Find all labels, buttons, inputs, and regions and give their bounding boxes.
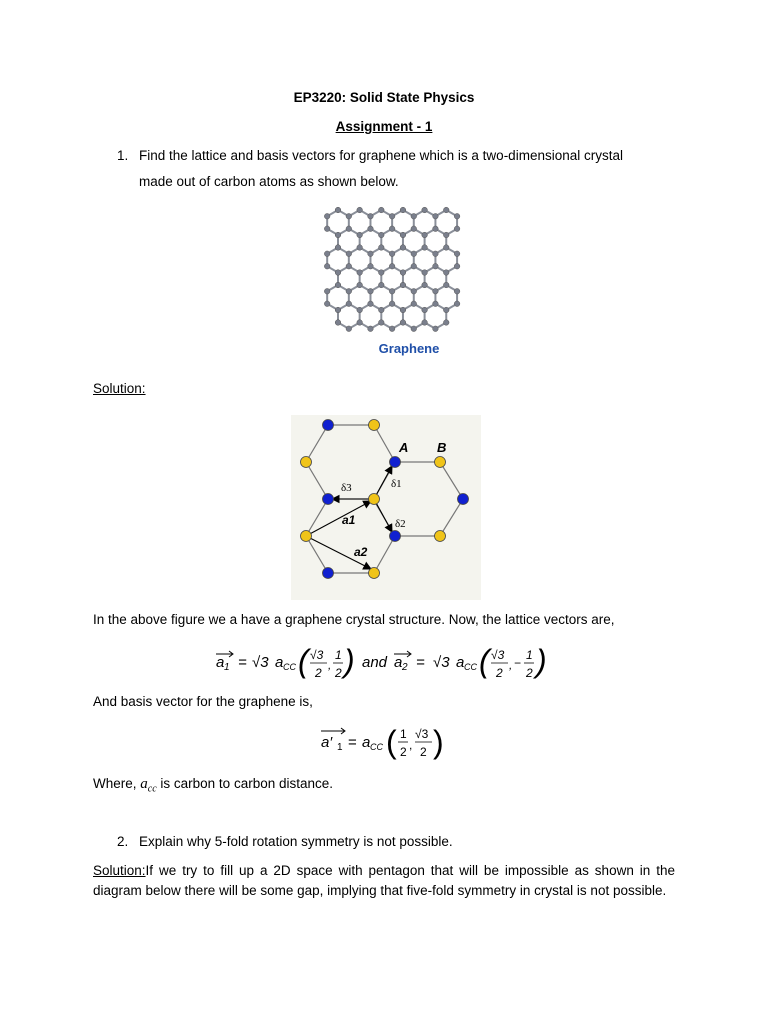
solution2-text: If we try to fill up a 2D space with pentagon that will be impossible as shown in the diagram below there will be some gap, implying that five-fold symmetry in crystal is not possible.	[93, 863, 675, 898]
carbon-atom	[443, 270, 449, 276]
carbon-atom	[324, 263, 330, 269]
site-b-atom	[435, 531, 446, 542]
carbon-atom	[324, 213, 330, 219]
carbon-atom	[400, 282, 406, 288]
assignment-title: Assignment - 1	[335, 119, 433, 134]
label-delta2: δ2	[395, 518, 406, 530]
svg-text:√3: √3	[433, 654, 450, 671]
lattice-intro-text: In the above figure we a have a graphene crystal structure. Now, the lattice vectors are,	[93, 612, 615, 627]
site-b-atom	[435, 457, 446, 468]
carbon-atom	[422, 282, 428, 288]
label-a2: a2	[354, 545, 368, 559]
carbon-atom	[443, 245, 449, 251]
carbon-atom	[422, 232, 428, 238]
graphene-caption: Graphene	[378, 341, 440, 356]
carbon-atom	[324, 301, 330, 307]
carbon-atom	[346, 213, 352, 219]
carbon-atom	[454, 226, 460, 232]
svg-text:CC: CC	[464, 662, 477, 672]
lattice-vectors-math	[214, 643, 559, 687]
carbon-atom	[368, 301, 374, 307]
svg-text:2: 2	[335, 666, 342, 680]
carbon-atom	[454, 288, 460, 294]
lattice-diagram	[291, 415, 481, 600]
carbon-atom	[357, 245, 363, 251]
site-a-atom	[390, 457, 401, 468]
svg-text:√3: √3	[310, 648, 324, 662]
q2-number: 2.	[117, 834, 129, 849]
label-b: B	[437, 440, 447, 455]
graphene-lattice	[324, 207, 460, 331]
solution1-label: Solution:	[93, 381, 146, 396]
course-title: EP3220: Solid State Physics	[293, 90, 475, 105]
site-a-atom	[390, 531, 401, 542]
site-b-atom	[369, 568, 380, 579]
carbon-atom	[389, 226, 395, 232]
carbon-atom	[368, 226, 374, 232]
svg-text:1: 1	[337, 742, 343, 753]
carbon-atom	[422, 207, 428, 213]
carbon-atom	[357, 270, 363, 276]
carbon-atom	[411, 251, 417, 257]
site-b-atom	[369, 420, 380, 431]
paren: )	[344, 643, 355, 679]
carbon-atom	[379, 307, 385, 313]
svg-text:,: ,	[509, 658, 513, 672]
carbon-atom	[411, 301, 417, 307]
svg-text:=: =	[348, 734, 357, 751]
carbon-atom	[411, 288, 417, 294]
svg-text:a′: a′	[321, 734, 333, 751]
carbon-atom	[411, 326, 417, 332]
carbon-atom	[389, 301, 395, 307]
carbon-atom	[411, 226, 417, 232]
carbon-atom	[454, 213, 460, 219]
carbon-atom	[368, 251, 374, 257]
carbon-atom	[357, 232, 363, 238]
carbon-atom	[454, 263, 460, 269]
carbon-atom	[411, 263, 417, 269]
carbon-atom	[422, 320, 428, 326]
q1-line1: Find the lattice and basis vectors for graphene which is a two-dimensional crystal	[139, 148, 623, 163]
paren: (	[479, 643, 490, 679]
graphene-figure	[320, 196, 500, 364]
q1-line2: made out of carbon atoms as shown below.	[139, 174, 399, 189]
carbon-atom	[443, 307, 449, 313]
carbon-atom	[400, 270, 406, 276]
svg-text:2: 2	[400, 745, 407, 759]
svg-text:1: 1	[400, 727, 407, 741]
svg-text:1: 1	[526, 648, 533, 662]
svg-text:a: a	[362, 734, 371, 751]
site-a-atom	[323, 494, 334, 505]
carbon-atom	[443, 282, 449, 288]
carbon-atom	[346, 288, 352, 294]
svg-text:,: ,	[328, 658, 332, 672]
paren: )	[536, 643, 547, 679]
q2-text: Explain why 5-fold rotation symmetry is not possible.	[139, 834, 453, 849]
basis-intro-text: And basis vector for the graphene is,	[93, 694, 313, 709]
site-a-atom	[323, 568, 334, 579]
carbon-atom	[379, 232, 385, 238]
svg-text:2: 2	[315, 666, 322, 680]
carbon-atom	[400, 207, 406, 213]
carbon-atom	[346, 251, 352, 257]
carbon-atom	[389, 213, 395, 219]
svg-text:2: 2	[402, 662, 408, 673]
carbon-atom	[335, 207, 341, 213]
carbon-atom	[454, 301, 460, 307]
site-b-atom	[301, 457, 312, 468]
carbon-atom	[368, 263, 374, 269]
label-a: A	[399, 440, 409, 455]
paren: )	[433, 724, 444, 760]
site-a-atom	[323, 420, 334, 431]
svg-text:√3: √3	[491, 648, 505, 662]
svg-text:2: 2	[496, 666, 503, 680]
lattice-vectors-equation	[214, 643, 559, 687]
svg-text:and: and	[362, 654, 388, 671]
svg-text:a: a	[394, 654, 403, 671]
solution2-paragraph	[93, 861, 675, 901]
carbon-atom	[368, 288, 374, 294]
svg-text:2: 2	[420, 745, 427, 759]
carbon-atom	[379, 320, 385, 326]
svg-text:1: 1	[224, 662, 230, 673]
carbon-atom	[411, 213, 417, 219]
svg-text:a: a	[456, 654, 465, 671]
svg-text:−: −	[514, 656, 522, 670]
carbon-atom	[433, 326, 439, 332]
svg-text:1: 1	[335, 648, 342, 662]
carbon-atom	[443, 207, 449, 213]
carbon-atom	[335, 245, 341, 251]
carbon-atom	[433, 288, 439, 294]
svg-text:a: a	[275, 654, 284, 671]
carbon-atom	[389, 251, 395, 257]
carbon-atom	[400, 245, 406, 251]
carbon-atom	[324, 288, 330, 294]
carbon-atom	[389, 326, 395, 332]
carbon-atom	[433, 263, 439, 269]
carbon-atom	[335, 232, 341, 238]
carbon-atom	[379, 270, 385, 276]
carbon-atom	[346, 326, 352, 332]
carbon-atom	[357, 320, 363, 326]
carbon-atom	[433, 251, 439, 257]
carbon-atom	[454, 251, 460, 257]
carbon-atom	[422, 307, 428, 313]
carbon-atom	[379, 245, 385, 251]
diagram-background	[291, 415, 481, 600]
svg-text:√3: √3	[415, 727, 429, 741]
label-delta3: δ3	[341, 482, 352, 494]
carbon-atom	[433, 213, 439, 219]
svg-text:CC: CC	[370, 742, 383, 752]
svg-text:a: a	[216, 654, 225, 671]
carbon-atom	[443, 232, 449, 238]
carbon-atom	[368, 213, 374, 219]
carbon-atom	[335, 282, 341, 288]
svg-text:√3: √3	[252, 654, 269, 671]
carbon-atom	[433, 226, 439, 232]
basis-vector-equation	[320, 723, 450, 765]
label-a1: a1	[342, 513, 356, 527]
carbon-atom	[346, 301, 352, 307]
acc-subscript: cc	[147, 783, 157, 795]
carbon-atom	[346, 226, 352, 232]
carbon-atom	[335, 307, 341, 313]
carbon-atom	[400, 307, 406, 313]
carbon-atom	[389, 288, 395, 294]
carbon-atom	[324, 226, 330, 232]
site-b-atom	[301, 531, 312, 542]
carbon-atom	[379, 207, 385, 213]
paren: (	[386, 724, 397, 760]
acc-definition: Where, $a_{cc}$ is carbon to carbon distance.	[93, 776, 334, 795]
label-delta1: δ1	[391, 478, 402, 490]
svg-text:=: =	[416, 654, 425, 671]
carbon-atom	[357, 307, 363, 313]
carbon-atom	[335, 270, 341, 276]
carbon-atom	[422, 270, 428, 276]
carbon-atom	[335, 320, 341, 326]
carbon-atom	[324, 251, 330, 257]
carbon-atom	[400, 232, 406, 238]
carbon-atom	[443, 320, 449, 326]
paren: (	[298, 643, 309, 679]
svg-text:CC: CC	[283, 662, 296, 672]
q1-number: 1.	[117, 148, 129, 163]
svg-text:=: =	[238, 654, 247, 671]
carbon-atom	[357, 282, 363, 288]
solution2-label: Solution:	[93, 863, 146, 878]
carbon-atom	[389, 263, 395, 269]
basis-vector-math	[320, 723, 450, 765]
carbon-atom	[433, 301, 439, 307]
svg-text:,: ,	[409, 738, 413, 752]
site-a-atom	[458, 494, 469, 505]
carbon-atom	[368, 326, 374, 332]
carbon-atom	[400, 320, 406, 326]
acc-symbol: a	[140, 776, 148, 792]
site-b-atom	[369, 494, 380, 505]
svg-text:2: 2	[526, 666, 533, 680]
carbon-atom	[346, 263, 352, 269]
carbon-atom	[379, 282, 385, 288]
carbon-atom	[357, 207, 363, 213]
carbon-atom	[422, 245, 428, 251]
